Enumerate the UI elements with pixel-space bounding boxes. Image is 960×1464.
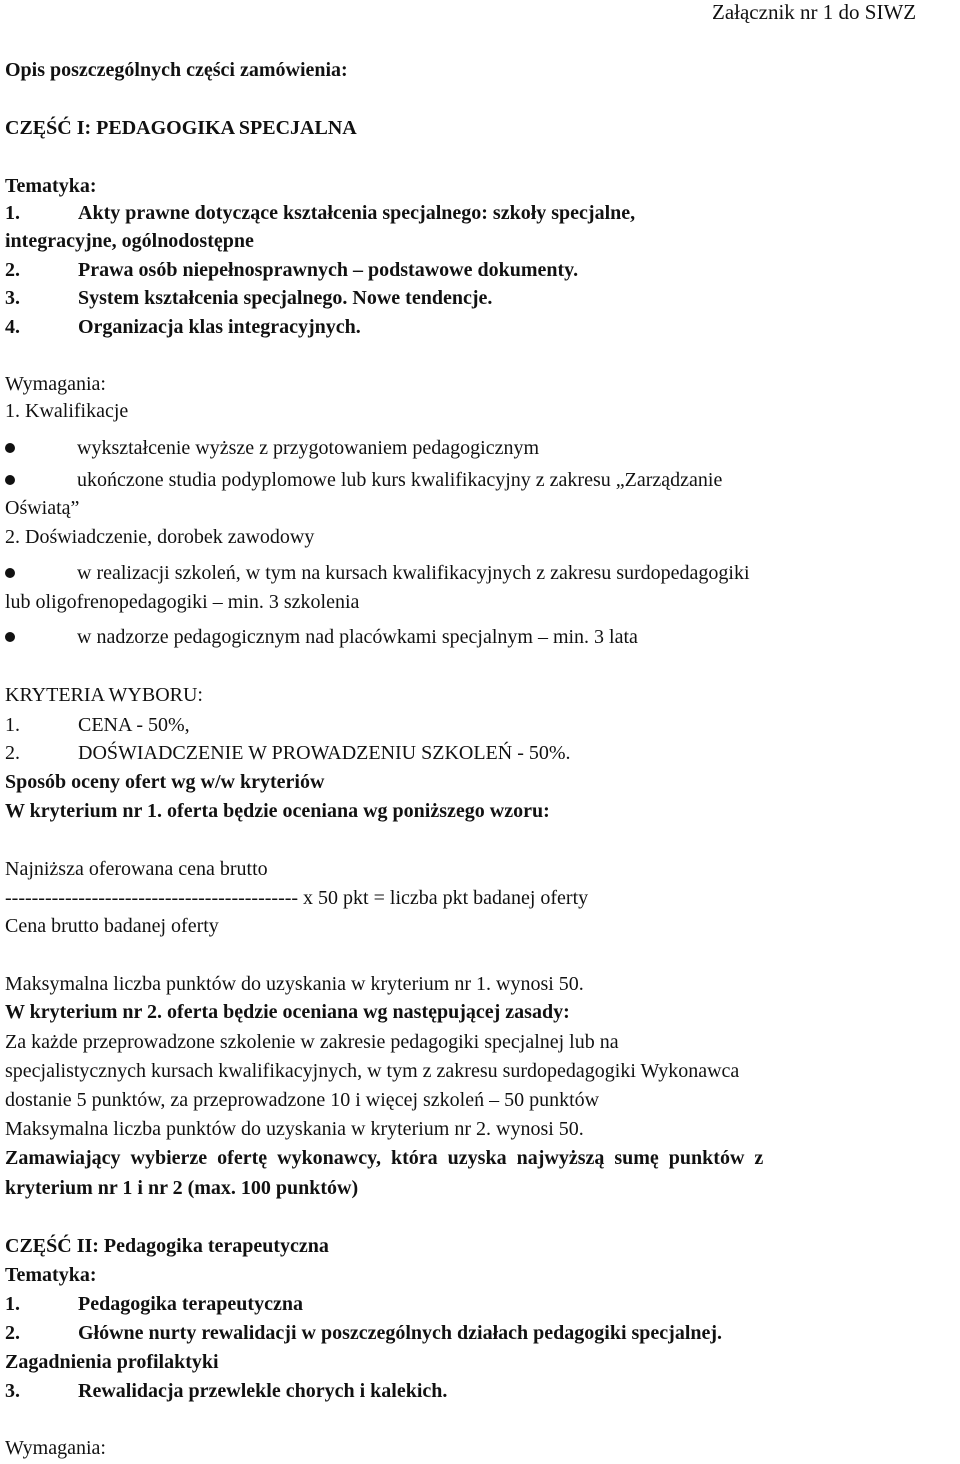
part2-topic-1: 1. Pedagogika terapeutyczna [5, 1293, 303, 1315]
criteria-item-1: 1. CENA - 50%, [5, 714, 190, 736]
criterion-2-line-2: specjalistycznych kursach kwalifikacyjnych, w tym z zakresu surdopedagogiki Wykonawca [5, 1060, 740, 1082]
experience-item-2: w nadzorze pedagogicznym nad placówkami specjalnym – min. 3 lata [77, 626, 638, 648]
part1-requirements-label: Wymagania: [5, 373, 106, 395]
part1-topic-3: 3. System kształcenia specjalnego. Nowe tendencje. [5, 287, 493, 309]
evaluation-method-title: Sposób oceny ofert wg w/w kryteriów [5, 771, 325, 793]
part2-topic-3: 3. Rewalidacja przewlekle chorych i kalekich. [5, 1380, 448, 1402]
criterion-2-line-3: dostanie 5 punktów, za przeprowadzone 10 i więcej szkoleń – 50 punktów [5, 1089, 600, 1111]
part1-topic-1: 1. Akty prawne dotyczące kształcenia specjalnego: szkoły specjalne, [5, 202, 636, 224]
qualification-item-2: ukończone studia podyplomowe lub kurs kwalifikacyjny z zakresu „Zarządzanie [77, 469, 723, 491]
bullet-icon [5, 632, 15, 642]
experience-item-1: w realizacji szkoleń, w tym na kursach kwalifikacyjnych z zakresu surdopedagogiki [77, 562, 750, 584]
formula-denominator: Cena brutto badanej oferty [5, 915, 219, 937]
part1-topic-4: 4. Organizacja klas integracyjnych. [5, 316, 361, 338]
criterion-2-line-1: Za każde przeprowadzone szkolenie w zakresie pedagogiki specjalnej lub na [5, 1031, 619, 1053]
formula-line: -------------------------------------------- x 50 pkt = liczba pkt badanej oferty [5, 887, 589, 909]
criterion-2-max: Maksymalna liczba punktów do uzyskania w kryterium nr 2. wynosi 50. [5, 1118, 584, 1140]
part1-topic-2: 2. Prawa osób niepełnosprawnych – podstawowe dokumenty. [5, 259, 579, 281]
qualification-item-2-cont: Oświatą” [5, 497, 80, 519]
experience-heading: 2. Doświadczenie, dorobek zawodowy [5, 526, 315, 548]
formula-numerator: Najniższa oferowana cena brutto [5, 858, 268, 880]
criterion-2-title: W kryterium nr 2. oferta będzie oceniana wg następującej zasady: [5, 1001, 570, 1023]
part2-title: CZĘŚĆ II: Pedagogika terapeutyczna [5, 1235, 329, 1257]
summary-line-2: kryterium nr 1 i nr 2 (max. 100 punktów) [5, 1177, 359, 1199]
bullet-icon [5, 443, 15, 453]
part2-topics-label: Tematyka: [5, 1264, 97, 1286]
part2-requirements-label: Wymagania: [5, 1437, 106, 1459]
qualifications-heading: 1. Kwalifikacje [5, 400, 129, 422]
qualification-item-1: wykształcenie wyższe z przygotowaniem pedagogicznym [77, 437, 540, 459]
part1-topics-label: Tematyka: [5, 175, 97, 197]
criteria-item-2: 2. DOŚWIADCZENIE W PROWADZENIU SZKOLEŃ - 50%. [5, 742, 571, 764]
intro-title: Opis poszczególnych części zamówienia: [5, 59, 348, 81]
bullet-icon [5, 568, 15, 578]
criterion-1-max: Maksymalna liczba punktów do uzyskania w kryterium nr 1. wynosi 50. [5, 973, 584, 995]
criterion-1-title: W kryterium nr 1. oferta będzie oceniana wg poniższego wzoru: [5, 800, 550, 822]
summary-line-1: Zamawiający wybierze ofertę wykonawcy, która uzyska najwyższą sumę punktów z [5, 1147, 764, 1169]
part2-prophylaxis: Zagadnienia profilaktyki [5, 1351, 219, 1373]
annex-header: Załącznik nr 1 do SIWZ [712, 0, 917, 24]
part1-topic-1-cont: integracyjne, ogólnodostępne [5, 230, 254, 252]
part1-title: CZĘŚĆ I: PEDAGOGIKA SPECJALNA [5, 117, 357, 139]
part2-topic-2: 2. Główne nurty rewalidacji w poszczególnych działach pedagogiki specjalnej. [5, 1322, 723, 1344]
experience-item-1-cont: lub oligofrenopedagogiki – min. 3 szkolenia [5, 591, 360, 613]
criteria-title: KRYTERIA WYBORU: [5, 684, 203, 706]
bullet-icon [5, 475, 15, 485]
